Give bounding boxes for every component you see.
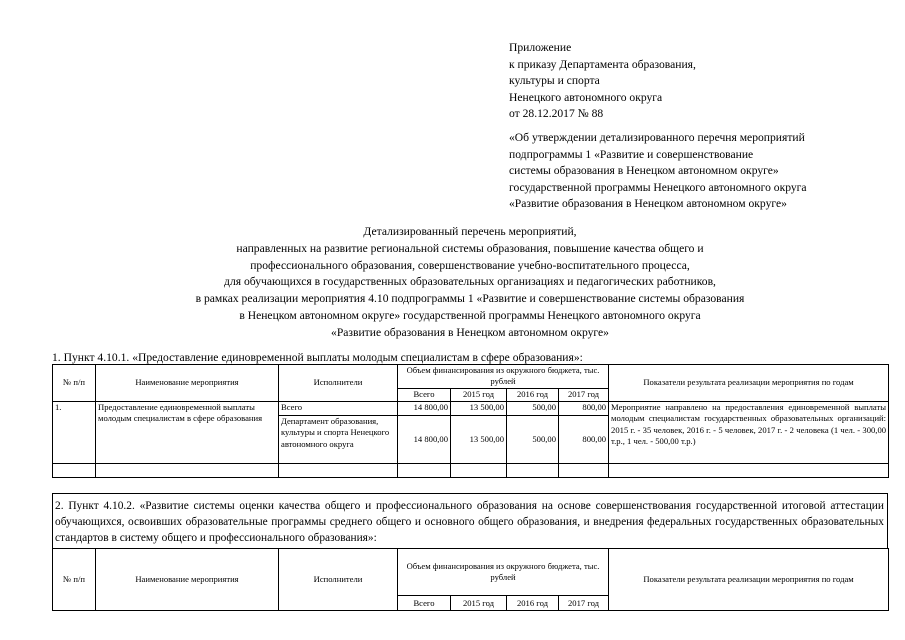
- empty-cell: [96, 463, 279, 477]
- row-total-value: 14 800,00: [398, 401, 451, 415]
- section2-heading: 2. Пункт 4.10.2. «Развитие системы оценки качества общего и профессионального образования на основе совершенствования государственной итоговой аттестации обучающихся, освоивших образовательные программы среднего общего и основного общего образования, и внедрения федеральных государственных образовательных стандартов в систему общего и профессионального образования»:: [52, 493, 888, 548]
- approval-subject-line: государственной программы Ненецкого автономного округа: [509, 180, 807, 194]
- row-2017-value: 800,00: [559, 401, 609, 415]
- row-total-value: 14 800,00: [398, 415, 451, 463]
- approval-subject-line: подпрограммы 1 «Развитие и совершенствование: [509, 147, 754, 161]
- section1-heading: 1. Пункт 4.10.1. «Предоставление единовременной выплаты молодым специалистам в сфере образования»:: [52, 351, 583, 364]
- header-funding: Объем финансирования из окружного бюджета, тыс. рублей: [398, 549, 609, 596]
- title-line: Детализированный перечень мероприятий,: [363, 225, 577, 238]
- approval-subject-line: системы образования в Ненецком автономном округе»: [509, 164, 779, 178]
- header-num: № п/п: [53, 365, 96, 402]
- header-num: № п/п: [53, 549, 96, 611]
- empty-cell: [53, 463, 96, 477]
- row-2015-value: 13 500,00: [451, 401, 507, 415]
- approval-line: от 28.12.2017 № 88: [509, 107, 604, 121]
- row-2016-value: 500,00: [507, 401, 559, 415]
- header-total: Всего: [398, 596, 451, 611]
- header-2015: 2015 год: [451, 596, 507, 611]
- empty-cell: [279, 463, 398, 477]
- header-2016: 2016 год: [507, 596, 559, 611]
- row-num: 1.: [53, 401, 96, 463]
- approval-subject-line: «Об утверждении детализированного перечня мероприятий: [509, 130, 805, 144]
- header-2017: 2017 год: [559, 388, 609, 401]
- header-name: Наименование мероприятия: [96, 365, 279, 402]
- header-results: Показатели результата реализации мероприятия по годам: [609, 549, 889, 611]
- title-line: в Ненецком автономном округе» государственной программы Ненецкого автономного округа: [239, 308, 701, 322]
- approval-line: культуры и спорта: [509, 74, 600, 88]
- header-executors: Исполнители: [279, 365, 398, 402]
- header-2015: 2015 год: [451, 388, 507, 401]
- header-funding: Объем финансирования из окружного бюджета, тыс. рублей: [398, 365, 609, 389]
- header-results: Показатели результата реализации мероприятия по годам: [609, 365, 889, 402]
- row-2015-value: 13 500,00: [451, 415, 507, 463]
- document-title: [40, 224, 900, 342]
- section2-table: [52, 548, 889, 611]
- row-results: Мероприятие направлено на предоставления единовременной выплаты молодым специалистам государственных образовательных организаций: 2015 г. - 35 человек, 2016 г. - 5 человек, 2017 г. - 2 человека (1 чел. - 300,00 т.р., 1 чел. - 500,00 т.р.): [609, 401, 889, 463]
- row-executor-total: Всего: [279, 401, 398, 415]
- title-line: профессионального образования, совершенствование учебно-воспитательного процесса,: [250, 258, 690, 272]
- header-2016: 2016 год: [507, 388, 559, 401]
- header-name: Наименование мероприятия: [96, 549, 279, 611]
- row-2017-value: 800,00: [559, 415, 609, 463]
- empty-cell: [507, 463, 559, 477]
- row-2016-value: 500,00: [507, 415, 559, 463]
- title-line: «Развитие образования в Ненецком автономном округе»: [331, 325, 609, 339]
- header-total: Всего: [398, 388, 451, 401]
- title-line: направленных на развитие региональной системы образования, повышение качества общего и: [236, 241, 704, 255]
- approval-line: к приказу Департамента образования,: [509, 57, 696, 71]
- empty-cell: [609, 463, 889, 477]
- row-name: Предоставление единовременной выплаты молодым специалистам в сфере образования: [96, 401, 279, 463]
- header-2017: 2017 год: [559, 596, 609, 611]
- title-line: для обучающихся в государственных образовательных организациях и педагогических работников,: [224, 275, 716, 289]
- approval-subject-line: «Развитие образования в Ненецком автономном округе»: [509, 197, 787, 211]
- approval-block: [509, 40, 889, 213]
- empty-cell: [451, 463, 507, 477]
- header-executors: Исполнители: [279, 549, 398, 611]
- approval-line: Ненецкого автономного округа: [509, 90, 663, 104]
- empty-cell: [398, 463, 451, 477]
- row-executor-department: Департамент образования, культуры и спорта Ненецкого автономного округа: [279, 415, 398, 463]
- empty-cell: [559, 463, 609, 477]
- title-line: в рамках реализации мероприятия 4.10 подпрограммы 1 «Развитие и совершенствование системы образования: [195, 292, 745, 306]
- approval-line: Приложение: [509, 41, 572, 54]
- section1-table: [52, 364, 889, 478]
